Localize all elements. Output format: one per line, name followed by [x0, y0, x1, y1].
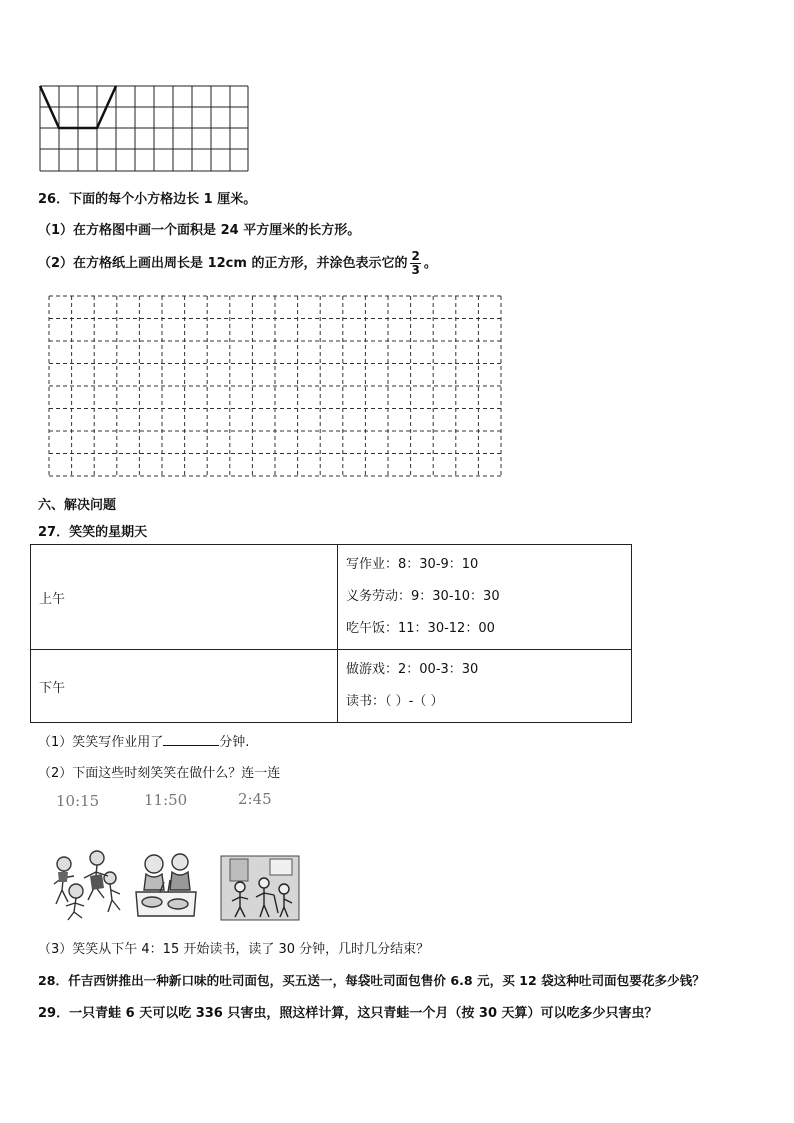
q28-text: 28．仟吉西饼推出一种新口味的吐司面包，买五送一，每袋吐司面包售价 6.8 元，买 12 袋这种吐司面包要花多少钱？: [38, 973, 705, 988]
schedule-item: 读书：（ ）-（ ）: [346, 694, 444, 709]
schedule-item: 写作业：8：30-9：10: [346, 557, 479, 572]
q27-sub1-text: （1）笑笑写作业用了: [38, 735, 164, 750]
q27-title: 27．笑笑的星期天: [38, 525, 148, 540]
eating-lunch-image: [134, 850, 198, 922]
schedule-item: 义务劳动：9：30-10：30: [346, 589, 500, 604]
schedule-item: 做游戏：2：00-3：30: [346, 662, 479, 677]
trapezoid-grid: [38, 85, 250, 175]
q27-sub1: [38, 731, 249, 750]
section-6-heading: 六、解决问题: [38, 498, 117, 513]
time-label: 10:15: [56, 792, 100, 810]
time-label: 2:45: [238, 790, 272, 808]
q26-part2: [38, 250, 437, 277]
q26-part2-text: （2）在方格纸上画出周长是 12cm 的正方形，并涂色表示它的: [38, 256, 408, 271]
q26-part1: （1）在方格图中画一个面积是 24 平方厘米的长方形。: [38, 223, 361, 238]
morning-items: [338, 545, 632, 650]
morning-label: 上午: [31, 545, 338, 650]
q26-title: 26．下面的每个小方格边长 1 厘米。: [38, 192, 257, 207]
fraction-numerator: 2: [411, 249, 420, 263]
dashed-grid-paper: [48, 295, 504, 479]
schedule-table: [30, 544, 632, 723]
q27-sub2: （2）下面这些时刻笑笑在做什么？连一连: [38, 766, 281, 781]
q27-sub1-unit: 分钟.: [219, 735, 250, 750]
fraction: [410, 250, 420, 277]
children-playing-image: [50, 848, 126, 922]
q26-part2-end: 。: [423, 256, 437, 271]
q27-sub3: （3）笑笑从下午 4：15 开始读书，读了 30 分钟，几时几分结束？: [38, 942, 430, 957]
fraction-denominator: 3: [411, 263, 420, 277]
schedule-row-morning: [31, 545, 632, 650]
afternoon-label: 下午: [31, 650, 338, 723]
afternoon-items: [338, 650, 632, 723]
answer-blank[interactable]: [163, 733, 219, 746]
time-label: 11:50: [144, 791, 188, 809]
schedule-row-afternoon: [31, 650, 632, 723]
q29-text: 29．一只青蛙 6 天可以吃 336 只害虫，照这样计算，这只青蛙一个月（按 30 天算）可以吃多少只害虫？: [38, 1006, 658, 1021]
volunteer-work-image: [220, 855, 300, 921]
schedule-item: 吃午饭：11：30-12：00: [346, 621, 495, 636]
